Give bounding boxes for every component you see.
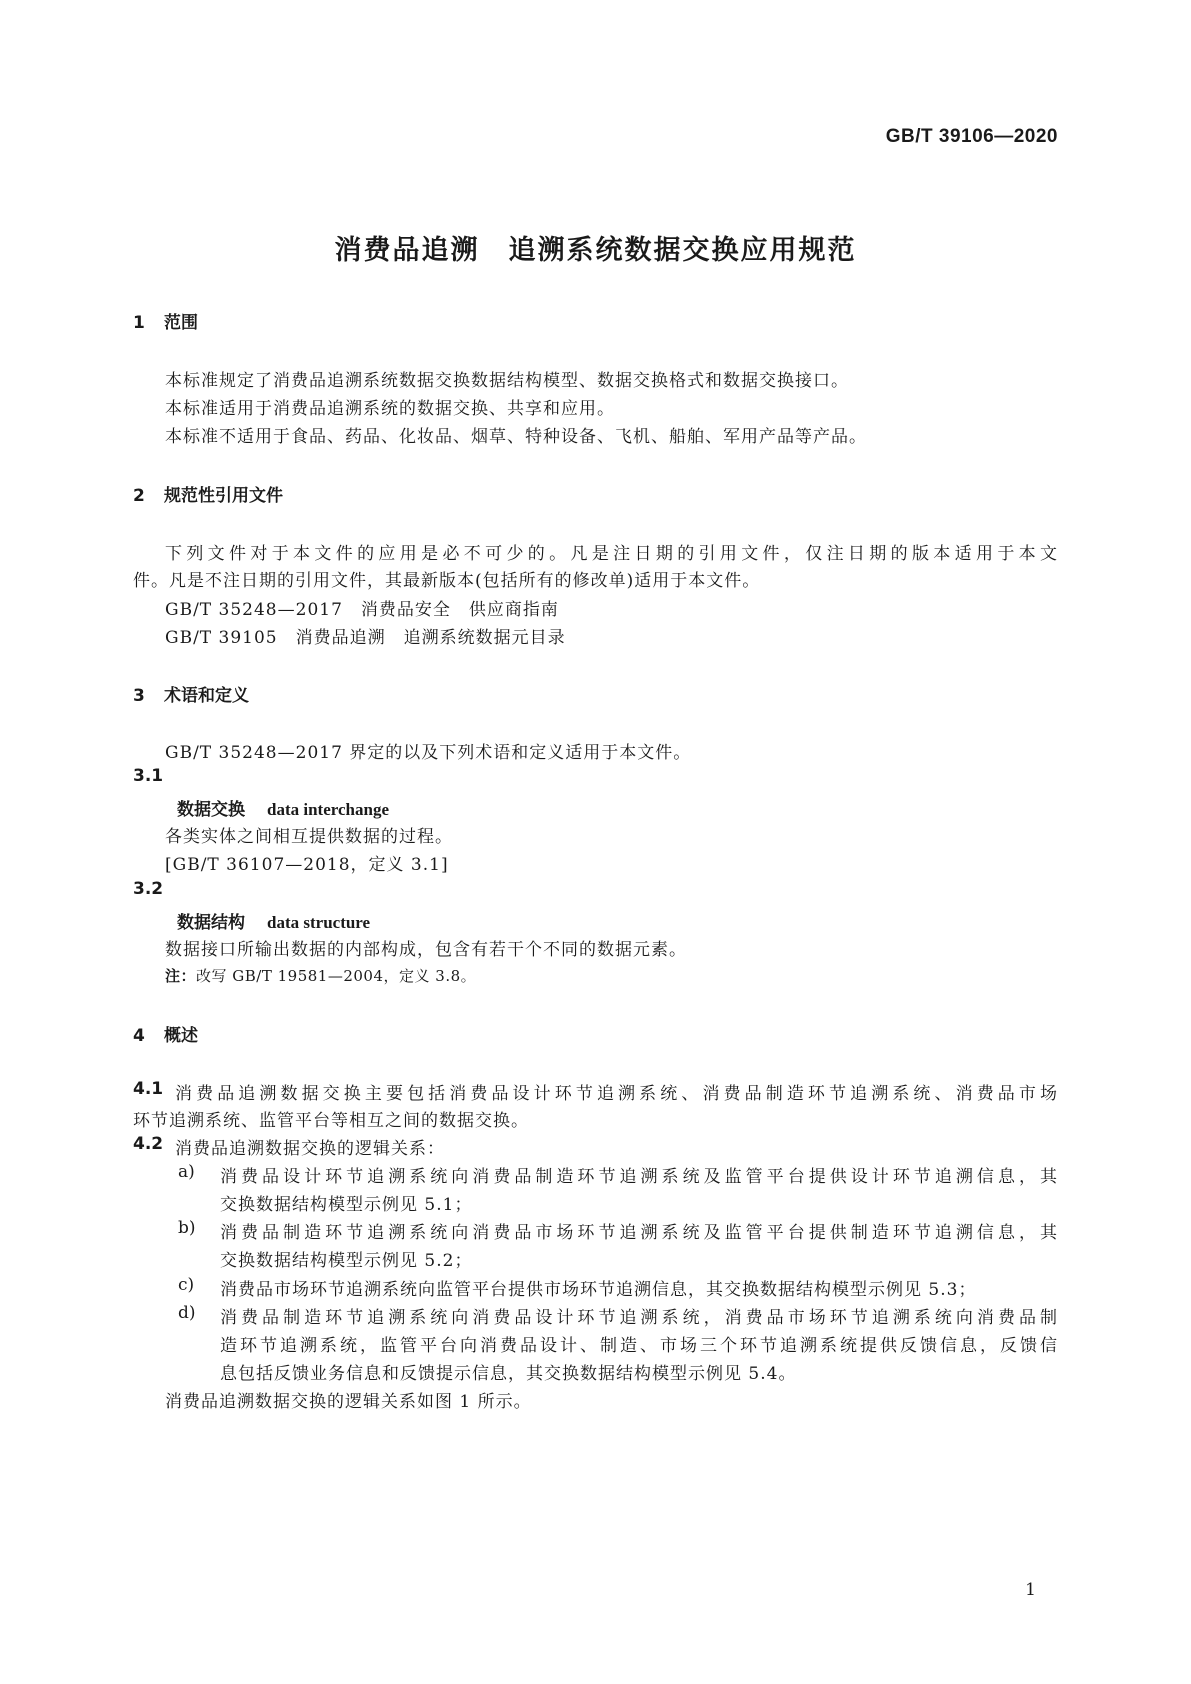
section-number: 3 [133,686,145,706]
term-definition: 各类实体之间相互提供数据的过程。 [165,827,453,847]
reference-item: GB/T 35248—2017 消费品安全 供应商指南 [165,600,559,620]
list-item-text: 交换数据结构模型示例见 5.2； [220,1251,473,1271]
page-title: 消费品追溯 追溯系统数据交换应用规范 [334,235,857,266]
section-4-heading [133,1021,198,1046]
list-item-text: 造环节追溯系统，监管平台向消费品设计、制造、市场三个环节追溯系统提供反馈信息，反馈信 [220,1336,1058,1356]
term-en: data structure [267,913,371,932]
term-definition: 数据接口所输出数据的内部构成，包含有若干个不同的数据元素。 [165,940,687,960]
list-item-text: 消费品制造环节追溯系统向消费品设计环节追溯系统，消费品市场环节追溯系统向消费品制 [220,1308,1058,1328]
term-source: [GB/T 36107—2018，定义 3.1] [165,855,449,875]
note-text: 改写 GB/T 19581—2004，定义 3.8。 [196,967,477,985]
term-zh: 数据结构 [177,913,245,933]
list-item-text: 消费品设计环节追溯系统向消费品制造环节追溯系统及监管平台提供设计环节追溯信息，其 [220,1167,1058,1187]
paragraph: 本标准适用于消费品追溯系统的数据交换、共享和应用。 [165,399,615,419]
list-item-label: d) [178,1303,196,1323]
list-item-text: 息包括反馈业务信息和反馈提示信息，其交换数据结构模型示例见 5.4。 [220,1364,797,1384]
term-heading [177,795,389,820]
paragraph: 消费品追溯数据交换的逻辑关系如图 1 所示。 [165,1392,532,1412]
section-3-heading [133,681,249,706]
list-item-text: 交换数据结构模型示例见 5.1； [220,1195,473,1215]
list-item-label: a) [178,1162,195,1182]
list-item-text: 消费品市场环节追溯系统向监管平台提供市场环节追溯信息，其交换数据结构模型示例见 5.3； [220,1280,977,1300]
term-zh: 数据交换 [177,800,245,820]
section-title: 规范性引用文件 [164,486,283,506]
section-2-heading [133,481,283,506]
clause-number: 4.1 [133,1079,164,1099]
term-heading [177,908,370,933]
section-1-heading [133,308,198,333]
paragraph: 下列文件对于本文件的应用是必不可少的。凡是注日期的引用文件，仅注日期的版本适用于本文 [165,544,1058,564]
section-number: 2 [133,486,145,506]
term-number: 3.2 [133,879,164,899]
section-title: 范围 [164,313,198,333]
list-item-label: c) [178,1275,195,1295]
list-item-label: b) [178,1218,196,1238]
standard-number: GB/T 39106—2020 [885,126,1058,147]
paragraph: GB/T 35248—2017 界定的以及下列术语和定义适用于本文件。 [165,743,692,763]
paragraph: 消费品追溯数据交换的逻辑关系： [175,1139,445,1159]
section-title: 术语和定义 [164,686,249,706]
section-title: 概述 [164,1026,198,1046]
note-label: 注： [165,967,197,985]
paragraph: 本标准不适用于食品、药品、化妆品、烟草、特种设备、飞机、船舶、军用产品等产品。 [165,427,867,447]
clause-number: 4.2 [133,1134,164,1154]
section-number: 4 [133,1026,145,1046]
paragraph: 件。凡是不注日期的引用文件，其最新版本(包括所有的修改单)适用于本文件。 [133,571,761,591]
page-number: 1 [1025,1580,1036,1600]
reference-item: GB/T 39105 消费品追溯 追溯系统数据元目录 [165,628,566,648]
term-note [165,965,476,986]
term-number: 3.1 [133,766,164,786]
paragraph: 消费品追溯数据交换主要包括消费品设计环节追溯系统、消费品制造环节追溯系统、消费品市场 [175,1084,1058,1104]
section-number: 1 [133,313,145,333]
list-item-text: 消费品制造环节追溯系统向消费品市场环节追溯系统及监管平台提供制造环节追溯信息，其 [220,1223,1058,1243]
term-en: data interchange [267,800,389,819]
paragraph: 环节追溯系统、监管平台等相互之间的数据交换。 [133,1111,529,1131]
paragraph: 本标准规定了消费品追溯系统数据交换数据结构模型、数据交换格式和数据交换接口。 [165,371,849,391]
